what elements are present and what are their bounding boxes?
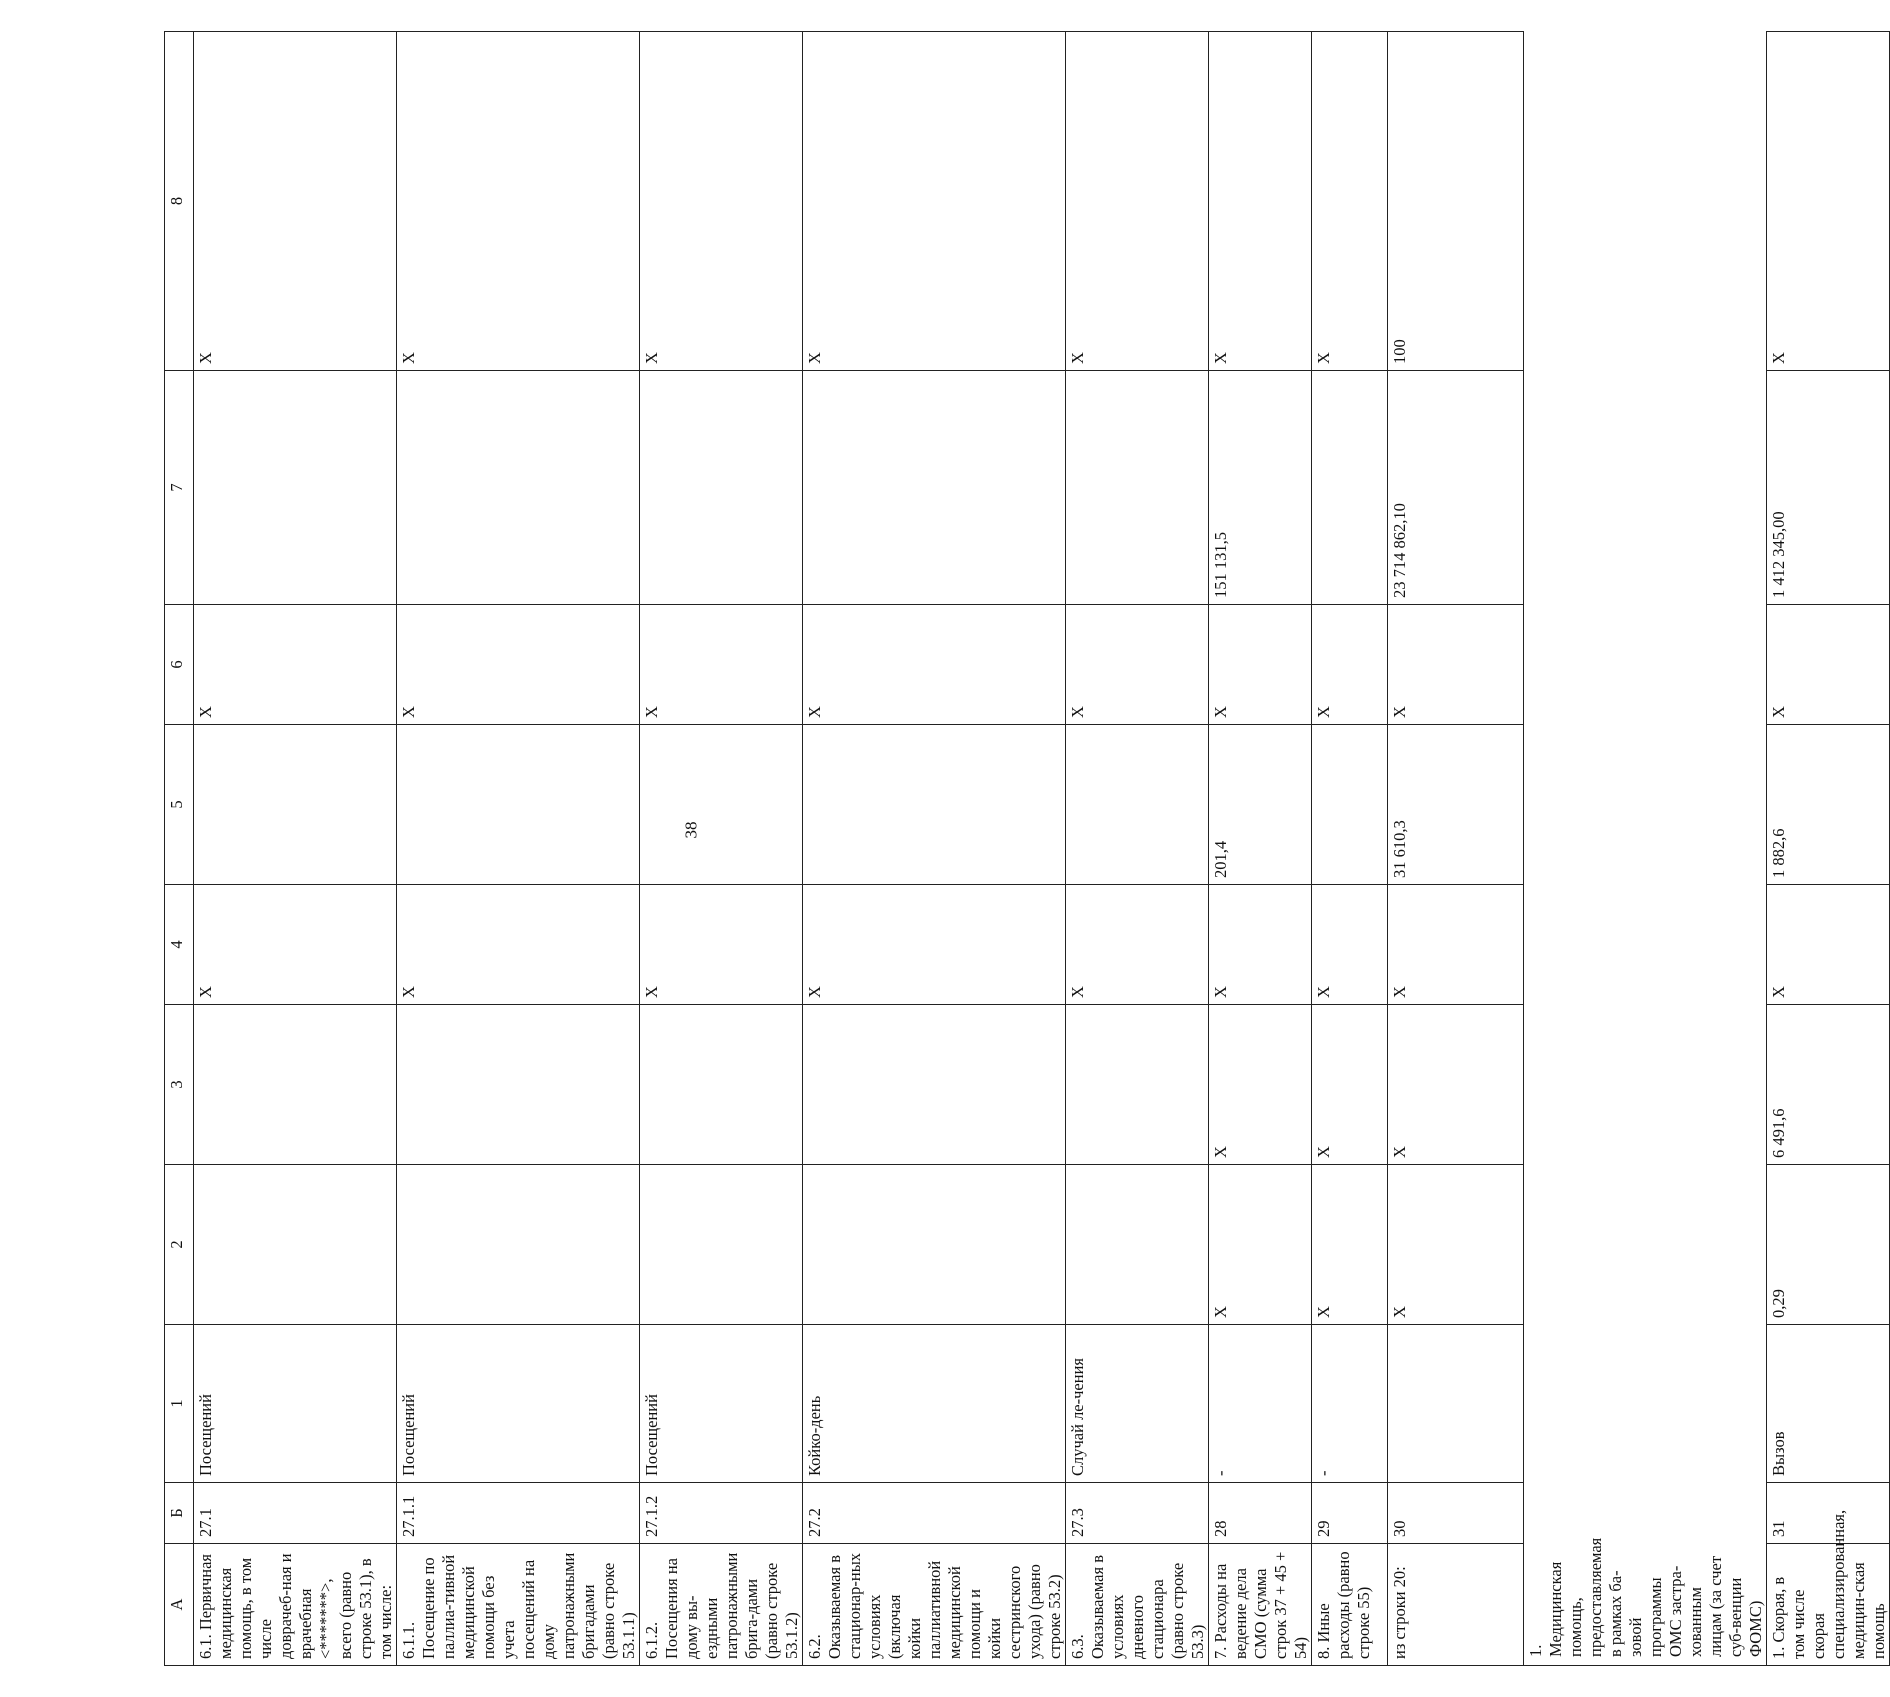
table-cell [1066,725,1209,885]
table-cell: Х [1066,605,1209,725]
table-cell [803,371,1066,605]
table-cell: Х [397,32,640,371]
table-cell [640,1165,803,1325]
table-cell [397,1165,640,1325]
col-header: 5 [165,725,194,885]
data-table [164,31,1890,1666]
table-cell [194,1165,397,1325]
table-cell: Х [194,32,397,371]
row-label: 1. Скорая, в том числе скорая специализированная, медицин-ская помощь [1767,1544,1890,1666]
col-header: 8 [165,32,194,371]
table-cell [1066,1165,1209,1325]
table-cell [194,725,397,885]
col-header: 6 [165,605,194,725]
table-cell: Х [803,605,1066,725]
table-cell: 27.2 [803,1483,1066,1544]
table-cell: 27.1.2 [640,1483,803,1544]
table-cell: 27.1.1 [397,1483,640,1544]
table-cell: 23 714 862,10 [1388,371,1524,605]
table-cell [1524,885,1767,1005]
table-cell: 151 131,5 [1209,371,1312,605]
table-row [1767,32,1890,1666]
table-cell: Х [1209,32,1312,371]
table-cell [1524,371,1767,605]
table-row [803,32,1066,1666]
table-cell [803,1165,1066,1325]
table-cell: Х [1388,885,1524,1005]
table-cell: 1 882,6 [1767,725,1890,885]
table-cell [1524,1483,1767,1544]
table-cell [1524,725,1767,885]
table-cell: 31 [1767,1483,1890,1544]
row-label: 7. Расходы на ведение дела СМО (сумма строк 37 + 45 + 54) [1209,1544,1312,1666]
table-cell [1524,1165,1767,1325]
table-cell [803,725,1066,885]
table-cell: 0,29 [1767,1165,1890,1325]
table-row [397,32,640,1666]
table-cell: Посещений [397,1325,640,1483]
table-cell: Х [640,885,803,1005]
table-cell [640,1005,803,1165]
table-cell [1312,725,1388,885]
col-header: А [165,1544,194,1666]
table-cell: Х [803,32,1066,371]
row-label: 8. Иные расходы (равно строке 55) [1312,1544,1388,1666]
table-cell: Х [1209,885,1312,1005]
table-cell: 100 [1388,32,1524,371]
row-label: 6.1.1. Посещение по паллиа-тивной медицинской помощи без учета посещений на дому патронажными бригадами (равно строке 53.1.1) [397,1544,640,1666]
table-cell: 27.1 [194,1483,397,1544]
table-cell: Х [1767,885,1890,1005]
table-cell: Х [1312,32,1388,371]
table-cell [640,725,803,885]
table-cell: Х [1312,1005,1388,1165]
col-header: 4 [165,885,194,1005]
table-cell: 31 610,3 [1388,725,1524,885]
table-cell: Х [1388,605,1524,725]
table-cell [1524,32,1767,371]
table-cell: 29 [1312,1483,1388,1544]
table-cell: Х [194,605,397,725]
row-label: 6.1.2. Посещения на дому вы-ездными патронажными брига-дами (равно строке 53.1.2) [640,1544,803,1666]
table-cell: - [1209,1325,1312,1483]
table-row [1312,32,1388,1666]
table-row [194,32,397,1666]
table-cell: Х [640,605,803,725]
col-header: 7 [165,371,194,605]
table-cell [1524,605,1767,725]
table-row [1388,32,1524,1666]
table-cell [640,371,803,605]
rotated-table-wrapper [164,32,1888,1666]
table-cell: Х [397,605,640,725]
table-cell: Х [640,32,803,371]
row-label: 6.1. Первичная медицинская помощь, в том числе доврачеб-ная и врачебная <*******>, всего (равно строке 53.1), в том числе: [194,1544,397,1666]
table-cell: 30 [1388,1483,1524,1544]
table-cell: Х [397,885,640,1005]
table-cell: 28 [1209,1483,1312,1544]
table-cell: Х [1312,885,1388,1005]
table-cell: Х [1388,1165,1524,1325]
table-cell [1312,371,1388,605]
table-cell [1524,1325,1767,1483]
table-cell: Х [1388,1005,1524,1165]
col-header: Б [165,1483,194,1544]
table-cell: Вызов [1767,1325,1890,1483]
col-header: 1 [165,1325,194,1483]
table-cell: Х [1767,32,1890,371]
table-cell: Х [803,885,1066,1005]
table-cell [1524,1005,1767,1165]
table-cell: Х [1066,885,1209,1005]
table-cell: - [1312,1325,1388,1483]
table-cell [397,371,640,605]
table-cell [1388,1325,1524,1483]
table-cell: Х [1209,1005,1312,1165]
table-cell: 6 491,6 [1767,1005,1890,1165]
table-cell: Посещений [640,1325,803,1483]
table-cell [1066,1005,1209,1165]
table-cell: Х [1209,1165,1312,1325]
table-row [1209,32,1312,1666]
table-cell [1066,371,1209,605]
table-cell: Х [194,885,397,1005]
table-row [1524,32,1767,1666]
table-cell: Посещений [194,1325,397,1483]
row-label: 6.3. Оказываемая в условиях дневного стационара (равно строке 53.3) [1066,1544,1209,1666]
row-label: 6.2. Оказываемая в стационар-ных условиях (включая койки паллиативной медицинской помощи и койки сестринского ухода) (равно строке 53.2) [803,1544,1066,1666]
table-cell: Койко-день [803,1325,1066,1483]
table-cell: 27.3 [1066,1483,1209,1544]
col-header: 2 [165,1165,194,1325]
row-label: из строки 20: [1388,1544,1524,1666]
table-cell [397,1005,640,1165]
table-cell: Х [1209,605,1312,725]
table-cell: Х [1312,605,1388,725]
col-header: 3 [165,1005,194,1165]
header-row [165,32,194,1666]
page-number: 38 [681,821,701,839]
table-cell: Х [1767,605,1890,725]
table-cell: 201,4 [1209,725,1312,885]
table-cell: Случай ле-чения [1066,1325,1209,1483]
table-cell: 1 412 345,00 [1767,371,1890,605]
table-cell: Х [1066,32,1209,371]
table-cell [397,725,640,885]
row-label: 1. Медицинская помощь, предоставляемая в рамках ба-зовой программы ОМС застра-хованным лицам (за счет суб-венции ФОМС) [1524,1544,1767,1666]
table-row [640,32,803,1666]
table-cell [194,371,397,605]
table-cell [194,1005,397,1165]
table-cell: Х [1312,1165,1388,1325]
table-cell [803,1005,1066,1165]
table-row [1066,32,1209,1666]
